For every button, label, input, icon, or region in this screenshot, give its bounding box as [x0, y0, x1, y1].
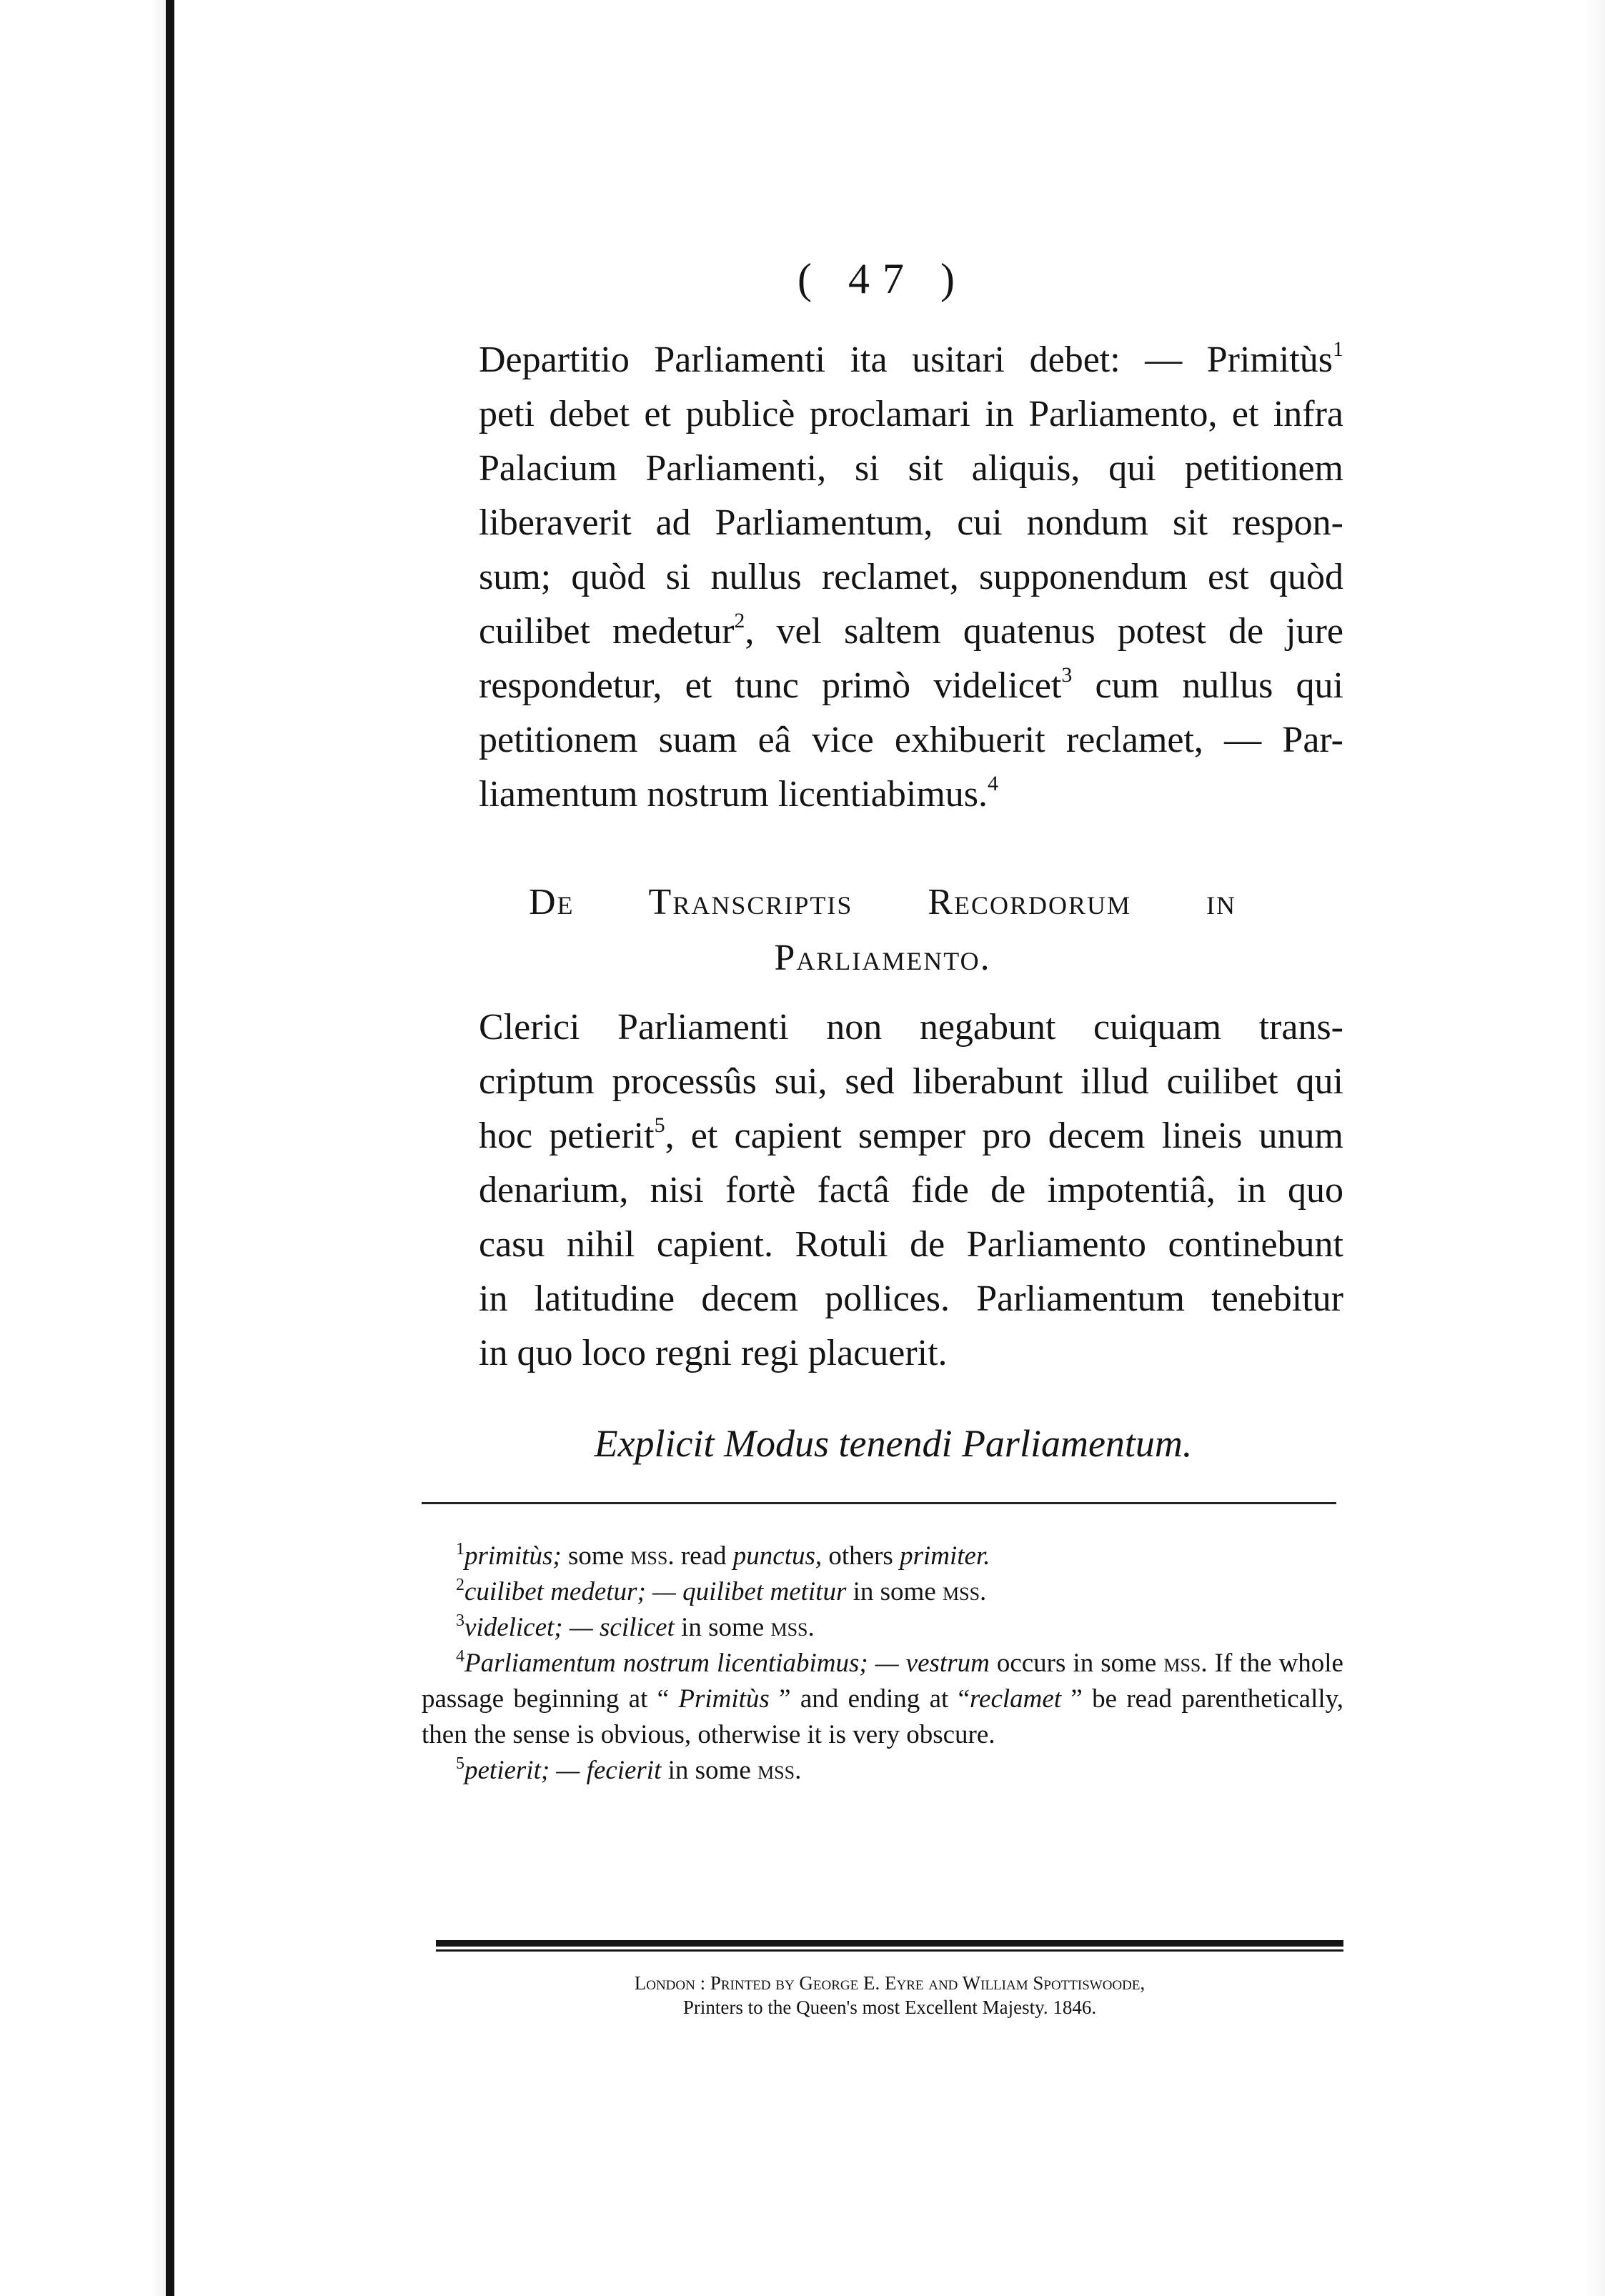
- footnote-3: $^3$videlicet; — scilicet in some mss.: [456, 1611, 815, 1642]
- text-line: Clerici Parliamenti non negabunt cuiquam trans-: [479, 1007, 1343, 1048]
- text-line: casu nihil capient. Rotuli de Parliamento continebunt: [479, 1224, 1343, 1265]
- footnote-ref: 4: [988, 772, 999, 795]
- footnote-ref: 1: [1333, 337, 1343, 361]
- imprint-divider: [436, 1940, 1343, 1952]
- text-line: respondetur, et tunc primò videlicet$^3$ cum nullus qui: [479, 663, 1343, 706]
- paragraph-clerici: [422, 1000, 1343, 1381]
- binding-edge: [166, 0, 174, 2296]
- footnote-divider: [422, 1502, 1336, 1504]
- imprint-line-1: London : Printed by George E. Eyre and William Spottiswoode,: [634, 1972, 1146, 1994]
- text-line: in quo loco regni regi placuerit.: [479, 1333, 948, 1373]
- text-line: liamentum nostrum licentiabimus.$^4$: [479, 772, 999, 815]
- footnote-number: 2: [456, 1576, 464, 1594]
- footnote-ref: 2: [734, 609, 745, 632]
- page-content: [422, 257, 1343, 1789]
- footnote-number: 5: [456, 1754, 464, 1773]
- footnote-5: $^5$petierit; — fecierit in some mss.: [456, 1754, 802, 1785]
- binding-shadow: [150, 0, 166, 2296]
- heading-line-1: De Transcriptis Recordorum in: [529, 882, 1236, 923]
- text-line: cuilibet medetur$^2$, vel saltem quatenus potest de jure: [479, 609, 1343, 652]
- footnote-ref: 5: [654, 1113, 665, 1137]
- printer-imprint: [436, 1971, 1343, 2019]
- footnote-2: $^2$cuilibet medetur; — quilibet metitur in some mss.: [456, 1576, 987, 1606]
- paragraph-departitio: [422, 333, 1343, 822]
- footnote-number: 4: [456, 1647, 464, 1666]
- footnote-ref: 3: [1061, 663, 1073, 687]
- text-line: petitionem suam eâ vice exhibuerit reclamet, — Par-: [479, 720, 1343, 760]
- text-line: liberaverit ad Parliamentum, cui nondum sit respon-: [479, 502, 1343, 543]
- page-number: ( 47 ): [797, 255, 968, 302]
- text-line: sum; quòd si nullus reclamet, supponendum est quòd: [479, 557, 1343, 597]
- text-line: denarium, nisi fortè factâ fide de impotentiâ, in quo: [479, 1170, 1343, 1211]
- footnotes: [422, 1539, 1343, 1789]
- explicit-colophon: Explicit Modus tenendi Parliamentum.: [594, 1422, 1193, 1465]
- text-line: hoc petierit$^5$, et capient semper pro decem lineis unum: [479, 1113, 1343, 1156]
- footnote-4: $^4$Parliamentum nostrum licentiabimus; — vestrum occurs in some mss. If the whole passage beginning at “ Primitùs ” and ending at “reclamet ” be read parenthetically, then the sense is obvious, otherwise it is very obscure.: [422, 1647, 1344, 1749]
- heading-line-2: Parliamento.: [774, 938, 991, 978]
- text-line: peti debet et publicè proclamari in Parliamento, et infra: [479, 394, 1343, 434]
- text-line: in latitudine decem pollices. Parliamentum tenebitur: [479, 1278, 1343, 1319]
- footnote-1: $^1$primitùs; some mss. read punctus, others primiter.: [456, 1540, 990, 1571]
- page-edge: [1584, 0, 1605, 2296]
- imprint-line-2: Printers to the Queen's most Excellent Majesty. 1846.: [682, 1997, 1097, 2018]
- text-line: Palacium Parliamenti, si sit aliquis, qui petitionem: [479, 448, 1343, 489]
- text-line: criptum processûs sui, sed liberabunt illud cuilibet qui: [479, 1061, 1343, 1102]
- footnote-number: 3: [456, 1611, 464, 1630]
- footnote-number: 1: [456, 1540, 464, 1559]
- section-heading: [422, 875, 1343, 986]
- text-line: Departitio Parliamenti ita usitari debet: — Primitùs$^1$: [479, 337, 1343, 380]
